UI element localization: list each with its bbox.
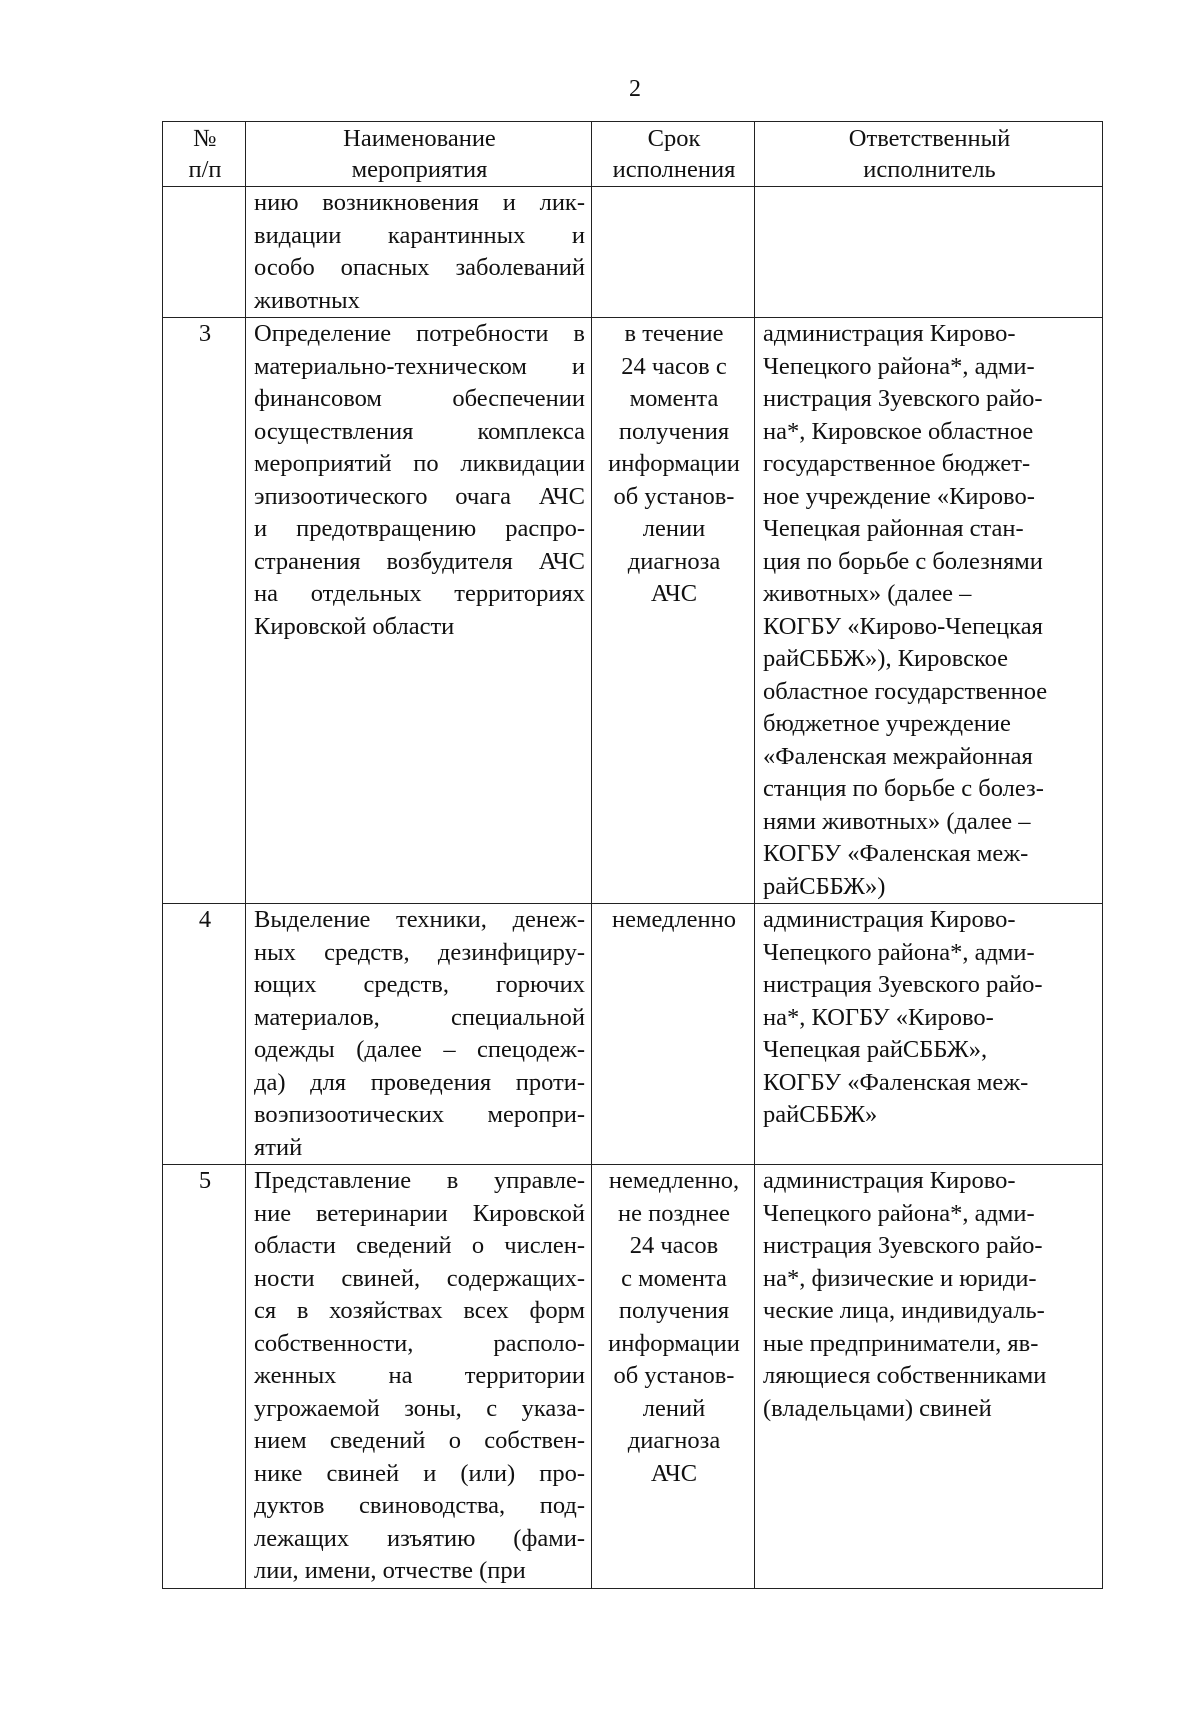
deadline-line: 24 часов bbox=[629, 1232, 719, 1259]
header-deadline-line: исполнения bbox=[612, 156, 736, 183]
responsible-line: нистрация Зуевского райо- bbox=[763, 971, 1043, 998]
deadline-line: АЧС bbox=[650, 1459, 698, 1487]
responsible-line: Чепецкого района*, адми- bbox=[763, 1199, 1035, 1227]
measure-name bbox=[246, 904, 592, 1165]
measures-table bbox=[162, 121, 1103, 1589]
measure-name-line: области сведений о числен- bbox=[254, 1232, 585, 1259]
deadline-line: лении bbox=[642, 515, 706, 542]
responsible-line: Чепецкого района*, адми- bbox=[763, 352, 1035, 380]
header-number-line: п/п bbox=[188, 156, 222, 183]
row-number: 4 bbox=[163, 904, 246, 1165]
measure-name bbox=[246, 318, 592, 904]
header-responsible-line: Ответственный bbox=[848, 125, 1011, 152]
measure-name-line: ятий bbox=[254, 1133, 303, 1161]
measure-name-line: Выделение техники, денеж- bbox=[254, 906, 585, 933]
measure-name-line: особо опасных заболеваний bbox=[254, 254, 585, 281]
deadline-line: информации bbox=[608, 450, 740, 477]
responsible-line: животных» (далее – bbox=[763, 580, 972, 607]
header-number-line: № bbox=[193, 125, 217, 152]
measure-name-line: ющих средств, горючих bbox=[254, 971, 585, 998]
measure-name-line: и предотвращению распро- bbox=[254, 515, 585, 542]
header-number bbox=[163, 122, 246, 187]
responsible-line: КОГБУ «Фаленская меж- bbox=[763, 1068, 1029, 1096]
responsible-line: нистрация Зуевского райо- bbox=[763, 385, 1043, 412]
measure-name-line: собственности, располо- bbox=[254, 1329, 585, 1357]
measure-name-line: на отдельных территориях bbox=[254, 580, 585, 607]
measure-name-line: дуктов свиноводства, под- bbox=[254, 1492, 585, 1519]
deadline-line: диагноза bbox=[627, 1427, 721, 1454]
measure-name-line: ности свиней, содержащих- bbox=[254, 1264, 585, 1292]
deadline-line: диагноза bbox=[627, 547, 721, 575]
responsible-line: КОГБУ «Кирово-Чепецкая bbox=[763, 612, 1043, 640]
measure-name-line: женных на территории bbox=[254, 1362, 585, 1389]
responsible-line: бюджетное учреждение bbox=[763, 710, 1011, 737]
table-row bbox=[163, 187, 1103, 318]
measure-name bbox=[246, 1165, 592, 1589]
measure-name-line: животных bbox=[254, 286, 360, 314]
responsible-line: «Фаленская межрайонная bbox=[763, 742, 1033, 770]
responsible-line: администрация Кирово- bbox=[763, 1167, 1016, 1194]
responsible-line: райСББЖ»), Кировское bbox=[763, 645, 1009, 672]
deadline-line: с момента bbox=[621, 1264, 727, 1292]
responsible-line: Чепецкая районная стан- bbox=[763, 515, 1024, 542]
measure-name-line: одежды (далее – спецодеж- bbox=[254, 1036, 585, 1063]
measure-name-line: ся в хозяйствах всех форм bbox=[254, 1297, 585, 1324]
header-measure-name-line: Наименование bbox=[343, 125, 496, 152]
responsible-line: КОГБУ «Фаленская меж- bbox=[763, 840, 1029, 867]
deadline-line: об установ- bbox=[613, 1362, 735, 1389]
header-responsible bbox=[755, 122, 1103, 187]
measure-name-line: да) для проведения проти- bbox=[254, 1068, 585, 1096]
responsible-line: райСББЖ») bbox=[763, 872, 886, 900]
responsible-line: Чепецкого района*, адми- bbox=[763, 938, 1035, 966]
header-deadline-line: Срок bbox=[647, 125, 701, 152]
measure-name-line: эпизоотического очага АЧС bbox=[254, 482, 585, 510]
responsible-line: ные предприниматели, яв- bbox=[763, 1329, 1039, 1357]
responsible bbox=[755, 904, 1103, 1165]
header-measure-name-line: мероприятия bbox=[351, 156, 488, 183]
deadline-line: не позднее bbox=[617, 1199, 731, 1227]
measure-name-line: финансовом обеспечении bbox=[254, 385, 585, 412]
responsible-line: ция по борьбе с болезнями bbox=[763, 547, 1043, 575]
measure-name-line: нике свиней и (или) про- bbox=[254, 1459, 585, 1487]
table-row bbox=[163, 318, 1103, 904]
deadline-line: немедленно bbox=[611, 906, 737, 933]
responsible-line: ческие лица, индивидуаль- bbox=[763, 1297, 1045, 1324]
measure-name-line: нию возникновения и лик- bbox=[254, 189, 585, 216]
deadline-line: момента bbox=[629, 385, 719, 412]
responsible-line: на*, физические и юриди- bbox=[763, 1264, 1037, 1292]
measure-name-line: видации карантинных и bbox=[254, 221, 585, 249]
responsible-line: (владельцами) свиней bbox=[763, 1394, 992, 1422]
responsible-line: райСББЖ» bbox=[763, 1101, 878, 1128]
deadline-line: АЧС bbox=[650, 580, 698, 607]
deadline-line: информации bbox=[608, 1329, 740, 1357]
responsible-line: Чепецкая райСББЖ», bbox=[763, 1036, 988, 1063]
measure-name-line: мероприятий по ликвидации bbox=[254, 450, 585, 477]
measure-name bbox=[246, 187, 592, 318]
responsible-line: областное государственное bbox=[763, 677, 1048, 705]
measure-name-line: материалов, специальной bbox=[254, 1003, 585, 1031]
responsible-line: станция по борьбе с болез- bbox=[763, 775, 1044, 802]
responsible bbox=[755, 1165, 1103, 1589]
measure-name-line: нием сведений о собствен- bbox=[254, 1427, 585, 1454]
measure-name-line: угрожаемой зоны, с указа- bbox=[254, 1394, 585, 1422]
responsible bbox=[755, 318, 1103, 904]
deadline-line: в течение bbox=[624, 320, 724, 347]
measure-name-line: осуществления комплекса bbox=[254, 417, 585, 445]
responsible-line: государственное бюджет- bbox=[763, 450, 1031, 477]
measure-name-line: материально-техническом и bbox=[254, 352, 585, 380]
measure-name-line: странения возбудителя АЧС bbox=[254, 547, 585, 575]
header-measure-name bbox=[246, 122, 592, 187]
responsible-line: администрация Кирово- bbox=[763, 320, 1016, 347]
row-number: 3 bbox=[163, 318, 246, 904]
row-number: 5 bbox=[163, 1165, 246, 1589]
header-deadline bbox=[592, 122, 755, 187]
deadline bbox=[592, 187, 755, 318]
deadline-line: 24 часов с bbox=[621, 352, 727, 380]
measure-name-line: лии, имени, отчестве (при bbox=[254, 1557, 526, 1584]
deadline bbox=[592, 318, 755, 904]
measure-name-line: ние ветеринарии Кировской bbox=[254, 1199, 585, 1227]
responsible-line: ное учреждение «Кирово- bbox=[763, 482, 1035, 510]
responsible bbox=[755, 187, 1103, 318]
responsible-line: на*, КОГБУ «Кирово- bbox=[763, 1003, 994, 1031]
deadline bbox=[592, 904, 755, 1165]
table-header-row bbox=[163, 122, 1103, 187]
deadline-line: об установ- bbox=[613, 482, 735, 510]
responsible-line: администрация Кирово- bbox=[763, 906, 1016, 933]
deadline-line: лений bbox=[642, 1394, 706, 1422]
responsible-line: нями животных» (далее – bbox=[763, 807, 1031, 835]
measure-name-line: ных средств, дезинфициру- bbox=[254, 938, 585, 966]
header-responsible-line: исполнитель bbox=[863, 156, 996, 183]
deadline bbox=[592, 1165, 755, 1589]
measure-name-line: Кировской области bbox=[254, 612, 455, 640]
measure-name-line: лежащих изъятию (фами- bbox=[254, 1524, 585, 1552]
responsible-line: нистрация Зуевского райо- bbox=[763, 1232, 1043, 1259]
responsible-line: на*, Кировское областное bbox=[763, 417, 1034, 445]
page-number: 2 bbox=[629, 76, 641, 102]
row-number bbox=[163, 187, 246, 318]
deadline-line: получения bbox=[618, 1297, 730, 1324]
deadline-line: получения bbox=[618, 417, 730, 445]
table-row bbox=[163, 1165, 1103, 1589]
measure-name-line: Представление в управле- bbox=[254, 1167, 585, 1194]
responsible-line: ляющиеся собственниками bbox=[763, 1362, 1047, 1389]
measure-name-line: воэпизоотических меропри- bbox=[254, 1101, 585, 1128]
measure-name-line: Определение потребности в bbox=[254, 320, 585, 347]
deadline-line: немедленно, bbox=[608, 1167, 740, 1194]
table-row bbox=[163, 904, 1103, 1165]
